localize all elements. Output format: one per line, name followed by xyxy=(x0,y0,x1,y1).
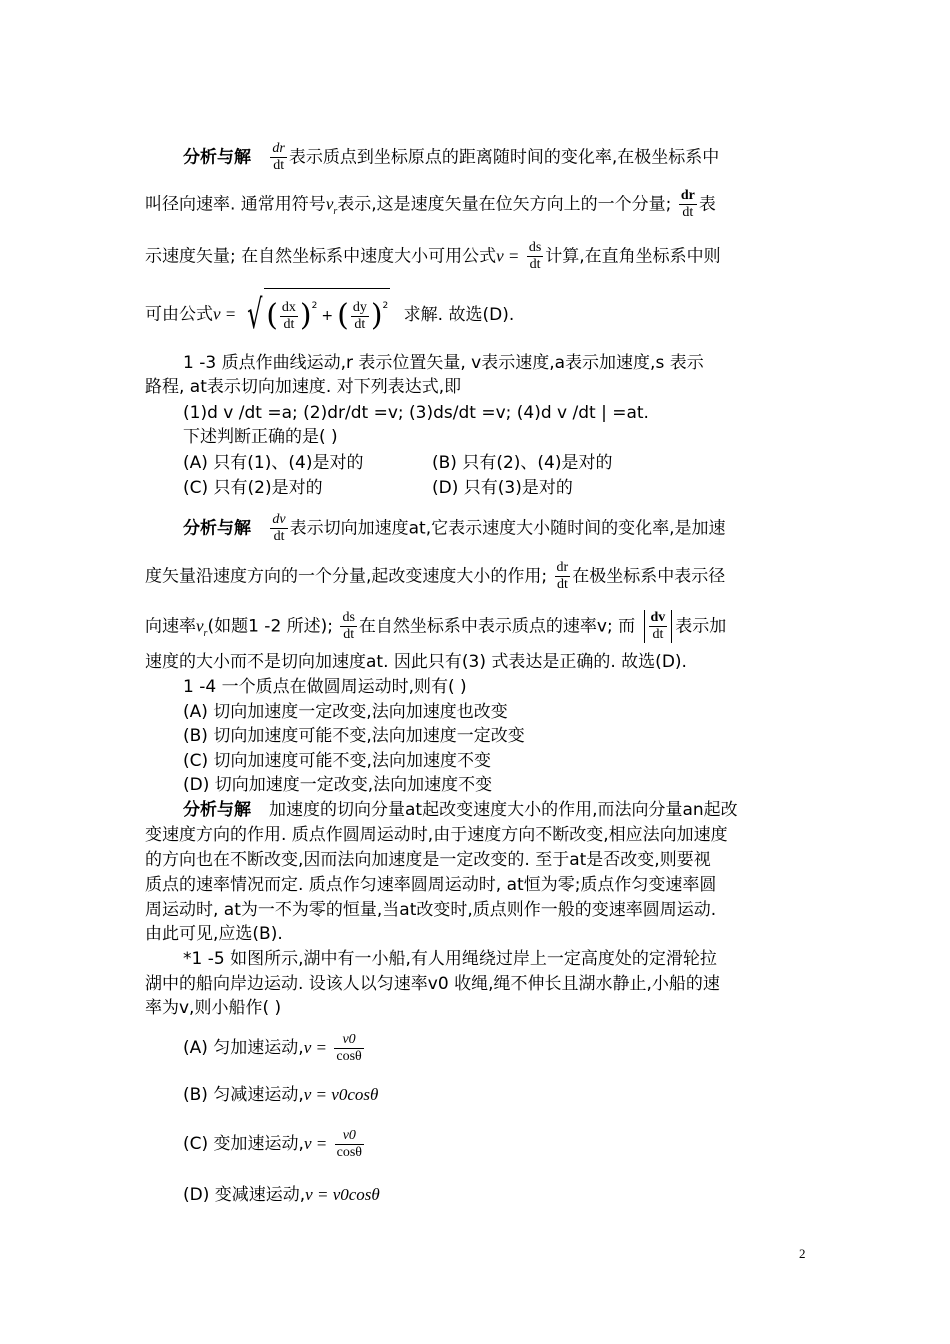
option-b: (B) 切向加速度可能不变,法向加速度一定改变 xyxy=(183,726,525,746)
option-a: (A) 匀加速运动,v = $\frac{v0}{\cos\theta}$ xyxy=(183,1031,362,1064)
analysis-3-line-6: 由此可见,应选(B). xyxy=(145,924,283,944)
option-c: (C) 切向加速度可能不变,法向加速度不变 xyxy=(183,751,491,771)
option-b: (B) 只有(2)、(4)是对的 xyxy=(432,453,613,473)
question-1-3-expressions: (1)d v /dt =a; (2)dr/dt =v; (3)ds/dt =v; (4)d v /dt | =at. xyxy=(183,403,649,423)
analysis-line-2: 叫径向速率. 通常用符号$v_r$表示,这是速度矢量在位矢方向上的一个分量; $\frac{dr}{dt}$ 表 xyxy=(145,188,716,220)
fraction-dv-dt: $\frac{dv}{dt}$ xyxy=(272,512,286,544)
question-1-3-line-1: 1 -3 质点作曲线运动,r 表示位置矢量, v表示速度,a表示加速度,s 表示 xyxy=(183,353,704,373)
option-c: (C) 变加速运动,v = $\frac{v0}{\cos\theta}$ xyxy=(183,1127,363,1160)
fraction-dr-dt-vector: $\frac{dr}{dt}$ xyxy=(680,188,695,220)
analysis-3-line-2: 变速度方向的作用. 质点作圆周运动时,由于速度方向不断改变,相应法向加速度 xyxy=(145,825,728,845)
question-1-3-prompt: 下述判断正确的是( ) xyxy=(183,427,338,447)
analysis-3-line-4: 质点的速率情况而定. 质点作匀速率圆周运动时, at恒为零;质点作匀变速率圆 xyxy=(145,875,717,895)
analysis-heading: 分析与解 xyxy=(183,147,251,168)
sqrt-formula: √ ( $\frac{dx}{dt}$ ) $^2$ + ( $\frac{dy}{dt}$ ) $^2$ xyxy=(242,288,391,341)
analysis-3-line-1: 分析与解 加速度的切向分量at起改变速度大小的作用,而法向分量an起改 xyxy=(183,800,738,820)
analysis-line-1 xyxy=(183,141,719,174)
analysis-2-line-4: 速度的大小而不是切向加速度at. 因此只有(3) 式表达是正确的. 故选(D). xyxy=(145,652,687,672)
option-b: (B) 匀减速运动,v = v0cosθ xyxy=(183,1085,379,1105)
option-d: (D) 切向加速度一定改变,法向加速度不变 xyxy=(183,775,493,795)
analysis-2-line-2: 度矢量沿速度方向的一个分量,起改变速度大小的作用; $\frac{dr}{dt}$ 在极坐标系中表示径 xyxy=(145,560,726,592)
question-1-5-line-3: 率为v,则小船作( ) xyxy=(145,998,282,1018)
analysis-line-3: 示速度矢量; 在自然坐标系中速度大小可用公式v = $\frac{ds}{dt}$ 计算,在直角坐标系中则 xyxy=(145,240,721,272)
option-c: (C) 只有(2)是对的 xyxy=(183,478,323,498)
page-number: 2 xyxy=(799,1246,806,1261)
question-1-5-line-2: 湖中的船向岸边运动. 设该人以匀速率v0 收绳,绳不伸长且湖水静止,小船的速 xyxy=(145,974,720,994)
question-1-3-line-2: 路程, at表示切向加速度. 对下列表达式,即 xyxy=(145,377,462,397)
analysis-line-4: 可由公式v = √ ( $\frac{dx}{dt}$ ) $^2$ + ( $\frac{dy}{dt}$ ) $^2$ 求解. 故选(D). xyxy=(145,288,514,341)
fraction-ds-dt: $\frac{ds}{dt}$ xyxy=(528,240,542,272)
option-a: (A) 只有(1)、(4)是对的 xyxy=(183,453,364,473)
fraction-dr-dt: $\frac{dr}{dt}$ xyxy=(272,141,285,173)
option-d: (D) 只有(3)是对的 xyxy=(432,478,573,498)
analysis-3-line-5: 周运动时, at为一不为零的恒量,当at改变时,质点则作一般的变速率圆周运动. xyxy=(145,900,717,920)
question-1-5-line-1: *1 -5 如图所示,湖中有一小船,有人用绳绕过岸上一定高度处的定滑轮拉 xyxy=(183,949,717,969)
analysis-text: 表示质点到坐标原点的距离随时间的变化率,在极坐标系中 xyxy=(288,147,720,168)
option-d: (D) 变减速运动,v = v0cosθ xyxy=(183,1185,380,1205)
absolute-value-dv-dt: $\frac{dv}{dt}$ xyxy=(644,610,673,643)
analysis-2-line-3: 向速率$v_r$(如题1 -2 所述); $\frac{ds}{dt}$ 在自然坐标系中表示质点的速率v; 而 $\frac{dv}{dt}$ 表示加 xyxy=(145,610,727,642)
analysis-3-line-3: 的方向也在不断改变,因而法向加速度是一定改变的. 至于at是否改变,则要视 xyxy=(145,850,711,870)
question-1-4-line-1: 1 -4 一个质点在做圆周运动时,则有( ) xyxy=(183,677,467,697)
option-a: (A) 切向加速度一定改变,法向加速度也改变 xyxy=(183,702,508,722)
analysis-2-line-1: 分析与解 $\frac{dv}{dt}$ 表示切向加速度at,它表示速度大小随时间的变化率,是加速 xyxy=(183,512,726,544)
